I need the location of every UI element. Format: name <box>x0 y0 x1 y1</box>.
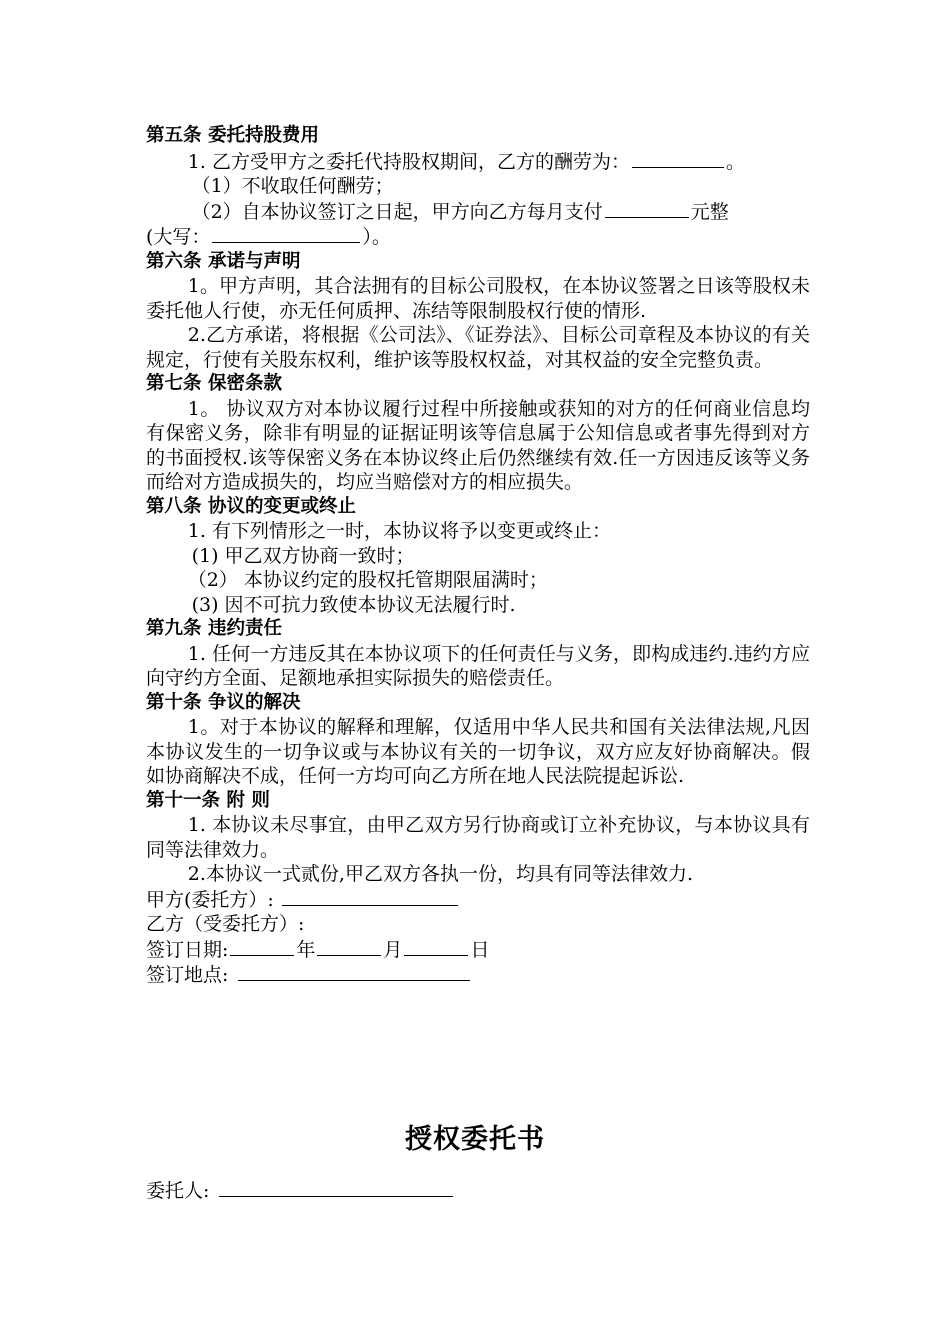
option-text: （2）自本协议签订之日起，甲方向乙方每月支付 <box>191 200 603 223</box>
year-blank <box>230 937 294 956</box>
article-8-item-2: （2） 本协议约定的股权托管期限届满时； <box>187 569 548 591</box>
option-unit: 元整 <box>690 200 729 223</box>
article-7-heading: 第七条 保密条款 <box>146 373 282 394</box>
article-7-clause-1: 1。 协议双方对本协议履行过程中所接触或获知的对方的任何商业信息均有保密义务，除非有明显的证据证明该等信息属于公知信息或者事先得到对方的书面授权.该等保密义务在本协议终止后仍然继续有效.任一方因违反该等义务而给对方造成损失的，均应当赔偿对方的相应损失。 <box>146 397 810 493</box>
year-unit: 年 <box>296 938 316 961</box>
article-8-clause-1: 1. 有下列情形之一时，本协议将予以变更或终止： <box>187 520 611 542</box>
article-10-clause-1: 1。对于本协议的解释和理解，仅适用中华人民共和国有关法律法规,凡因本协议发生的一切争议或与本协议有关的一切争议，双方应友好协商解决。假如协商解决不成，任何一方均可向乙方所在地人民法院提起诉讼. <box>146 716 810 787</box>
party-a-label: 甲方(委托方）: <box>146 888 274 911</box>
day-blank <box>404 937 468 956</box>
article-6-heading: 第六条 承诺与声明 <box>146 250 301 272</box>
principal-label: 委托人: <box>146 1180 210 1202</box>
article-6-clause-2: 2.乙方承诺，将根据《公司法》、《证券法》、目标公司章程及本协议的有关规定，行使有关股东权利，维护该等股权权益，对其权益的安全完整负责。 <box>146 324 810 371</box>
principal-blank <box>219 1178 453 1197</box>
signing-place-line <box>146 962 810 988</box>
article-9-heading: 第九条 违约责任 <box>146 618 282 639</box>
article-5-option-1: （1）不收取任何酬劳； <box>191 175 394 197</box>
article-11-heading: 第十一条 附 则 <box>146 789 270 811</box>
article-6-clause-1: 1。甲方声明，其合法拥有的目标公司股权，在本协议签署之日该等股权未委托他人行使，亦无任何质押、冻结等限制股权行使的情形. <box>146 275 810 322</box>
clause-end: 。 <box>725 150 745 173</box>
place-label: 签订地点: <box>146 964 229 986</box>
article-11-clause-2: 2.本协议一式贰份,甲乙双方各执一份，均具有同等法律效力. <box>187 863 694 885</box>
month-blank <box>317 937 381 956</box>
article-11-clause-1: 1. 本协议未尽事宜，由甲乙双方另行协商或订立补充协议，与本协议具有同等法律效力。 <box>146 814 810 861</box>
proxy-title: 授权委托书 <box>405 1124 545 1155</box>
article-5-option-2 <box>146 199 810 225</box>
article-5-option-2-capital <box>146 224 810 250</box>
article-8-item-3: (3) 因不可抗力致使本协议无法履行时. <box>191 593 516 616</box>
party-b-label: 乙方（受委托方）: <box>146 913 305 935</box>
party-a-blank <box>282 887 458 906</box>
monthly-amount-blank <box>605 199 689 218</box>
party-a-signature-line <box>146 887 810 913</box>
signing-date-line <box>146 937 810 963</box>
article-8-heading: 第八条 协议的变更或终止 <box>146 495 356 517</box>
article-9-clause-1: 1. 任何一方违反其在本协议项下的任何责任与义务，即构成违约.违约方应向守约方全面、足额地承担实际损失的赔偿责任。 <box>146 642 810 689</box>
article-5-heading: 第五条 委托持股费用 <box>146 125 319 146</box>
day-unit: 日 <box>470 938 490 961</box>
article-5-clause-1 <box>146 149 810 175</box>
capital-amount-blank <box>212 224 360 243</box>
date-label: 签订日期: <box>146 938 229 961</box>
fee-blank <box>632 149 724 168</box>
capital-end: ）。 <box>362 226 391 248</box>
month-unit: 月 <box>383 938 403 961</box>
party-b-signature-line <box>146 912 810 937</box>
article-8-item-1: (1) 甲乙双方协商一致时； <box>191 544 415 567</box>
capital-label: (大写： <box>146 226 211 248</box>
article-10-heading: 第十条 争议的解决 <box>146 691 301 713</box>
place-blank <box>238 962 470 981</box>
clause-text: 1. 乙方受甲方之委托代持股权期间，乙方的酬劳为： <box>187 150 630 173</box>
principal-line <box>146 1176 455 1203</box>
agreement-body <box>146 124 810 988</box>
